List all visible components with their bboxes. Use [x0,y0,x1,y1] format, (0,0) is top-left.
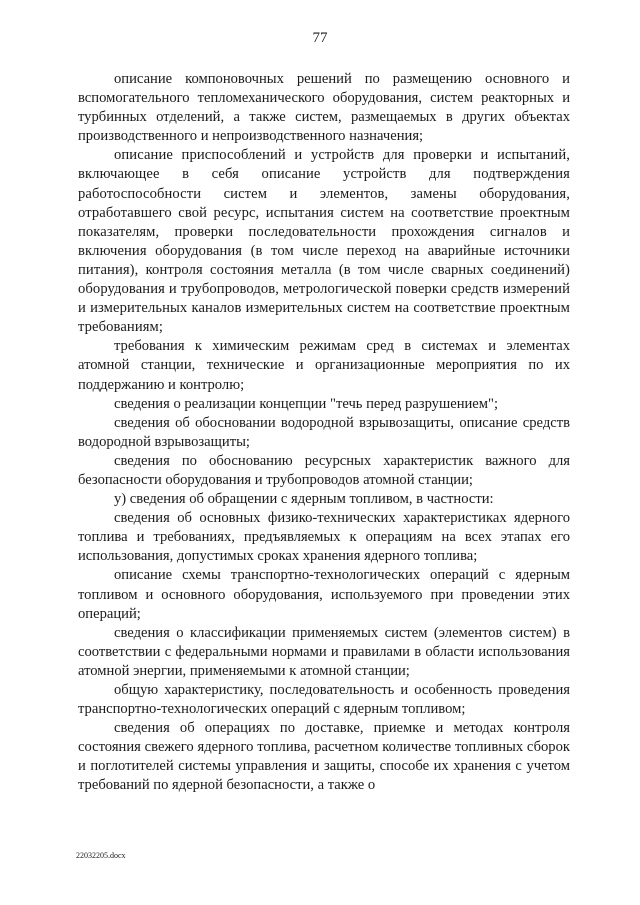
paragraph: сведения об обосновании водородной взрывозащиты, описание средств водородной взрывозащиты; [78,414,570,450]
paragraph: описание приспособлений и устройств для проверки и испытаний, включающее в себя описание устройств для подтверждения работоспособности систем и элементов, замены оборудования, отработавшего свой ресурс, испытания систем на соответствие проектным показателям, проверки последовательности прохождения сигналов и включения оборудования (в том числе переход на аварийные источники питания), контроля состояния металла (в том числе сварных соединений) оборудования и трубопроводов, метрологической поверки средств измерений и измерительных каналов измерительных систем на соответствие проектным требованиям; [78,147,570,336]
paragraph: описание компоновочных решений по размещению основного и вспомогательного тепломеханического оборудования, систем реакторных и турбинных отделений, а также систем, размещаемых в других объектах производственного и непроизводственного назначения; [78,71,570,145]
document-body [78,70,570,796]
paragraph: сведения по обоснованию ресурсных характеристик важного для безопасности оборудования и трубопроводов атомной станции; [78,452,570,488]
paragraph: описание схемы транспортно-технологических операций с ядерным топливом и основного оборудования, используемого при проведении этих операций; [78,567,570,622]
paragraph: у) сведения об обращении с ядерным топливом, в частности: [114,491,494,508]
page-number: 77 [312,30,328,46]
paragraph: сведения об основных физико-технических характеристиках ядерного топлива и требованиях, предъявляемых к операциям на всех этапах его использования, допустимых сроках хранения ядерного топлива; [78,510,570,565]
paragraph: сведения о реализации концепции "течь перед разрушением"; [114,395,499,412]
paragraph: сведения о классификации применяемых систем (элементов систем) в соответствии с федеральными нормами и правилами в области использования атомной энергии, применяемыми к атомной станции; [78,624,570,679]
paragraph: общую характеристику, последовательность и особенность проведения транспортно-технологических операций с ядерным топливом; [78,682,570,718]
paragraph: требования к химическим режимам сред в системах и элементах атомной станции, технические и организационные мероприятия по их поддержанию и контролю; [78,338,570,393]
paragraph: сведения об операциях по доставке, приемке и методах контроля состояния свежего ядерного топлива, расчетном количестве топливных сборок и поглотителей системы управления и защиты, способе их хранения с учетом требований по ядерной безопасности, а также о [78,720,570,794]
document-filename: 22032205.docx [76,851,126,860]
